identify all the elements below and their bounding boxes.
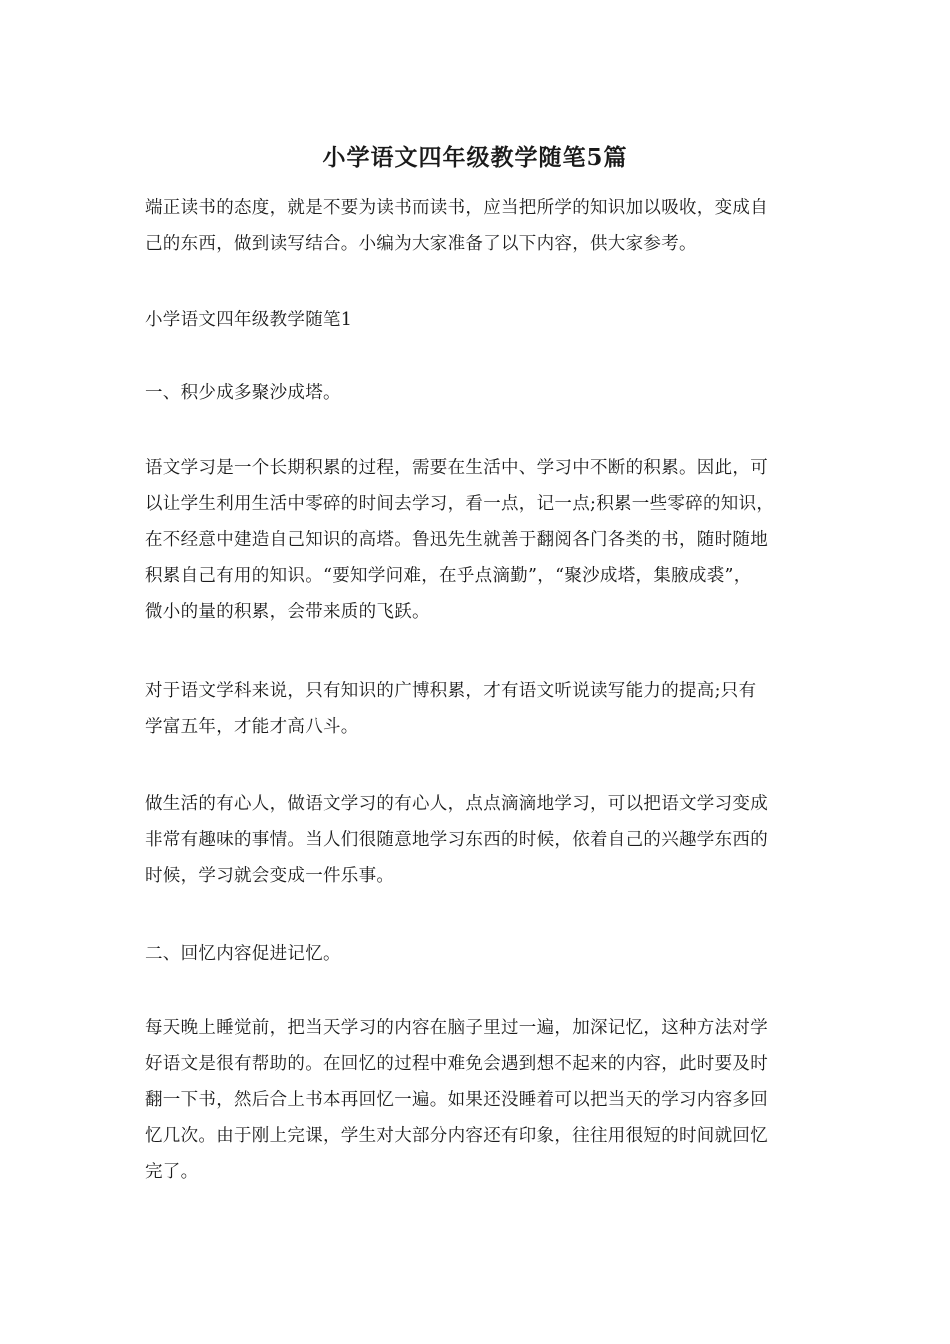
text-line: 非常有趣味的事情。当人们很随意地学习东西的时候，依着自己的兴趣学东西的 xyxy=(145,830,768,850)
text-line: 以让学生利用生活中零碎的时间去学习，看一点，记一点;积累一些零碎的知识， xyxy=(145,494,775,514)
paragraph-accumulation xyxy=(145,450,807,630)
text-line: 对于语文学科来说，只有知识的广博积累，才有语文听说读写能力的提高;只有 xyxy=(145,681,757,701)
document-title: 小学语文四年级教学随笔5篇 xyxy=(322,144,628,171)
intro-paragraph xyxy=(145,190,807,262)
paragraph-broad-knowledge xyxy=(145,673,807,745)
text-line: 忆几次。由于刚上完课，学生对大部分内容还有印象，往往用很短的时间就回忆 xyxy=(145,1126,768,1146)
paragraph-recall xyxy=(145,1010,807,1190)
text-line: 微小的量的积累，会带来质的飞跃。 xyxy=(145,602,430,622)
text-line: 完了。 xyxy=(145,1162,199,1182)
text-line: 做生活的有心人，做语文学习的有心人，点点滴滴地学习，可以把语文学习变成 xyxy=(145,794,768,814)
text-line: 每天晚上睡觉前，把当天学习的内容在脑子里过一遍，加深记忆，这种方法对学 xyxy=(145,1018,768,1038)
section-heading: 小学语文四年级教学随笔1 xyxy=(145,310,353,330)
point-heading-2: 二、回忆内容促进记忆。 xyxy=(145,944,341,964)
text-line: 翻一下书，然后合上书本再回忆一遍。如果还没睡着可以把当天的学习内容多回 xyxy=(145,1090,768,1110)
text-line: 学富五年，才能才高八斗。 xyxy=(145,717,359,737)
text-line: 积累自己有用的知识。“要知学问难，在乎点滴勤”，“聚沙成塔，集腋成裘”， xyxy=(145,566,752,586)
text-line: 在不经意中建造自己知识的高塔。鲁迅先生就善于翻阅各门各类的书，随时随地 xyxy=(145,530,768,550)
point-heading-1: 一、积少成多聚沙成塔。 xyxy=(145,383,341,403)
paragraph-attentive-learner xyxy=(145,786,807,894)
text-line: 端正读书的态度，就是不要为读书而读书，应当把所学的知识加以吸收，变成自 xyxy=(145,198,768,218)
text-line: 语文学习是一个长期积累的过程，需要在生活中、学习中不断的积累。因此，可 xyxy=(145,458,768,478)
text-line: 好语文是很有帮助的。在回忆的过程中难免会遇到想不起来的内容，此时要及时 xyxy=(145,1054,768,1074)
text-line: 时候，学习就会变成一件乐事。 xyxy=(145,866,395,886)
text-line: 己的东西，做到读写结合。小编为大家准备了以下内容，供大家参考。 xyxy=(145,234,697,254)
